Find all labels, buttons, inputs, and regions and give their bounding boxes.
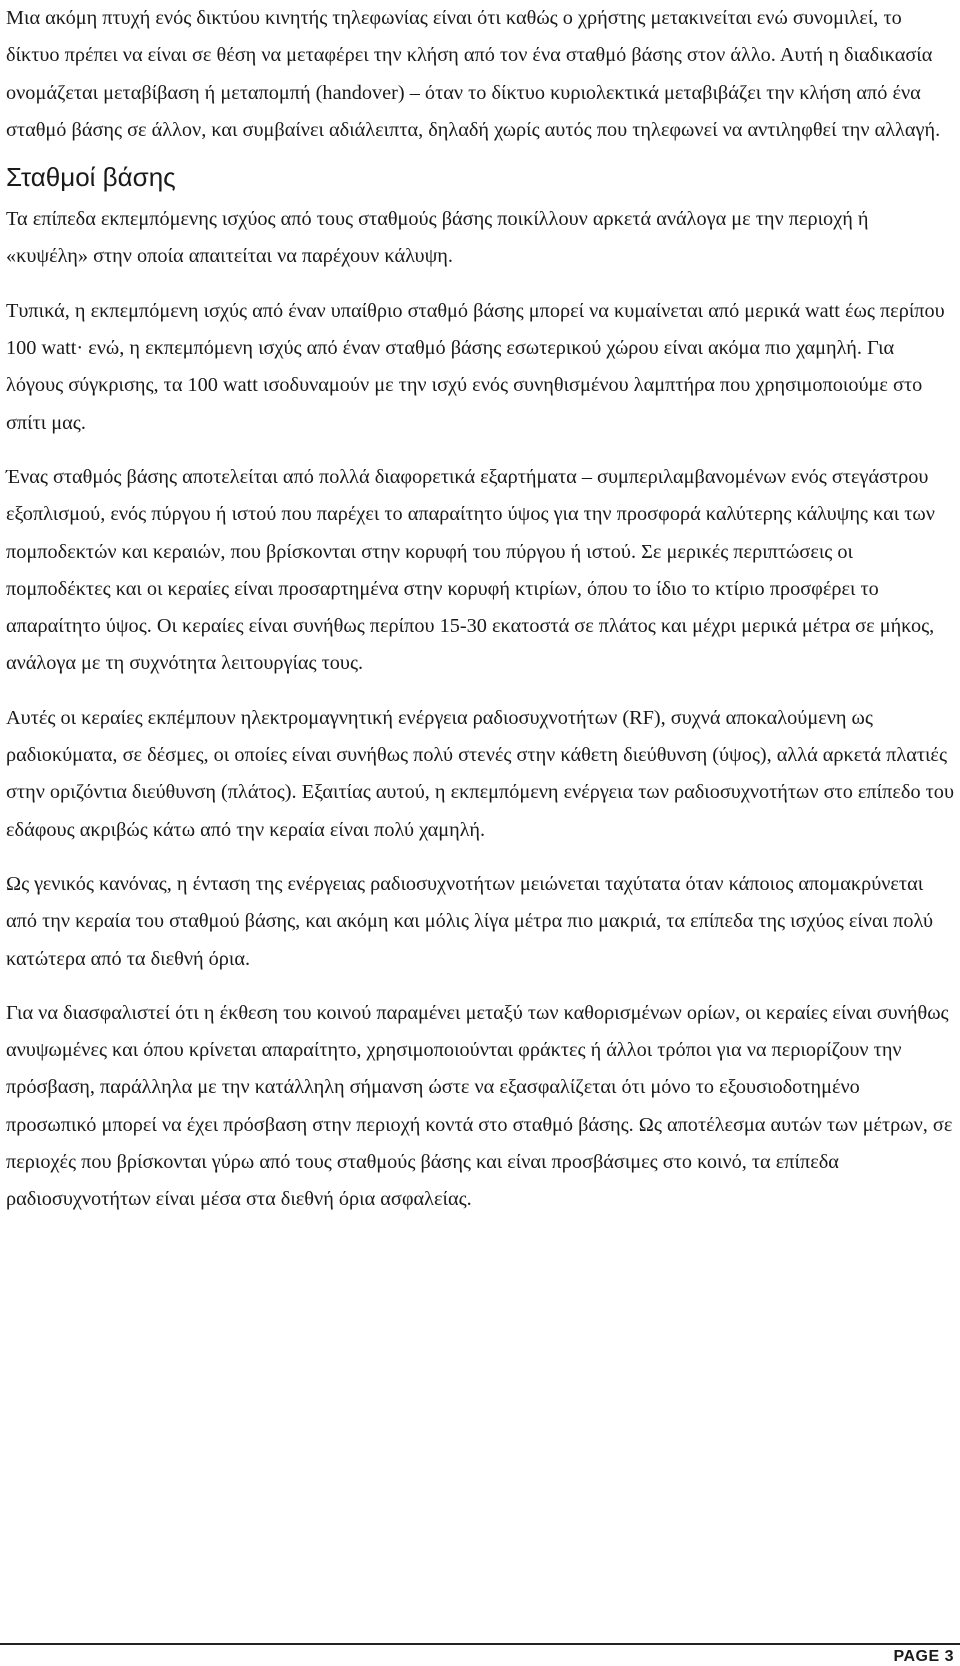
document-body [6,0,954,1219]
intro-paragraph: Μια ακόμη πτυχή ενός δικτύου κινητής τηλεφωνίας είναι ότι καθώς ο χρήστης μετακινείται ενώ συνομιλεί, το δίκτυο πρέπει να είναι σε θέση να μεταφέρει την κλήση από τον ένα σταθμό βάσης στον άλλο. Αυτή η διαδικασία ονομάζεται μεταβίβαση ή μεταπομπή (handover) – όταν το δίκτυο κυριολεκτικά μεταβιβάζει την κλήση από ένα σταθμό βάσης σε άλλον, και συμβαίνει αδιάλειπτα, δηλαδή χωρίς αυτός που τηλεφωνεί να αντιληφθεί την αλλαγή. [6,7,941,141]
paragraph: Αυτές οι κεραίες εκπέμπουν ηλεκτρομαγνητική ενέργεια ραδιοσυχνοτήτων (RF), συχνά αποκαλούμενη ως ραδιοκύματα, σε δέσμες, οι οποίες είναι συνήθως πολύ στενές στην κάθετη διεύθυνση (ύψος), αλλά αρκετά πλατιές στην οριζόντια διεύθυνση (πλάτος). Εξαιτίας αυτού, η εκπεμπόμενη ενέργεια των ραδιοσυχνοτήτων στο επίπεδο του εδάφους ακριβώς κάτω από την κεραία είναι πολύ χαμηλή. [6,706,954,841]
paragraph: Ένας σταθμός βάσης αποτελείται από πολλά διαφορετικά εξαρτήματα – συμπεριλαμβανομένων ενός στεγάστρου εξοπλισμού, ενός πύργου ή ιστού που παρέχει το απαραίτητο ύψος για την προσφορά καλύτερης κάλυψης και των πομποδεκτών και κεραιών, που βρίσκονται στην κορυφή του πύργου ή ιστού. Σε μερικές περιπτώσεις οι πομποδέκτες και οι κεραίες είναι προσαρτημένα στην κορυφή κτιρίων, όπου το ίδιο το κτίριο προσφέρει το απαραίτητο ύψος. Οι κεραίες είναι συνήθως περίπου 15-30 εκατοστά σε πλάτος και μέχρι μερικά μέτρα σε μήκος, ανάλογα με τη συχνότητα λειτουργίας τους. [6,465,935,675]
section-heading: Σταθμοί βάσης [6,162,176,193]
footer-divider [0,1643,960,1645]
page-number: PAGE 3 [893,1648,954,1665]
paragraph: Τυπικά, η εκπεμπόμενη ισχύς από έναν υπαίθριο σταθμό βάσης μπορεί να κυμαίνεται από μερικά watt έως περίπου 100 watt· ενώ, η εκπεμπόμενη ισχύς από έναν σταθμό βάσης εσωτερικού χώρου είναι ακόμα πιο χαμηλή. Για λόγους σύγκρισης, τα 100 watt ισοδυναμούν με την ισχύ ενός συνηθισμένου λαμπτήρα που χρησιμοποιούμε στο σπίτι μας. [6,299,945,434]
paragraph: Ως γενικός κανόνας, η ένταση της ενέργειας ραδιοσυχνοτήτων μειώνεται ταχύτατα όταν κάποιος απομακρύνεται από την κεραία του σταθμού βάσης, και ακόμη και μόλις λίγα μέτρα πιο μακριά, τα επίπεδα της ισχύος είναι πολύ κατώτερα από τα διεθνή όρια. [6,872,934,970]
paragraph: Τα επίπεδα εκπεμπόμενης ισχύος από τους σταθμούς βάσης ποικίλλουν αρκετά ανάλογα με την περιοχή ή «κυψέλη» στην οποία απαιτείται να παρέχουν κάλυψη. [6,208,869,268]
paragraph: Για να διασφαλιστεί ότι η έκθεση του κοινού παραμένει μεταξύ των καθορισμένων ορίων, οι κεραίες είναι συνήθως ανυψωμένες και όπου κρίνεται απαραίτητο, χρησιμοποιούνται φράκτες ή άλλοι τρόποι για να περιορίζουν την πρόσβαση, παράλληλα με την κατάλληλη σήμανση ώστε να εξασφαλίζεται ότι μόνο το εξουσιοδοτημένο προσωπικό μπορεί να έχει πρόσβαση στην περιοχή κοντά στο σταθμό βάσης. Ως αποτέλεσμα αυτών των μέτρων, σε περιοχές που βρίσκονται γύρω από τους σταθμούς βάσης και είναι προσβάσιμες στο κοινό, τα επίπεδα ραδιοσυχνοτήτων είναι μέσα στα διεθνή όρια ασφαλείας. [6,1001,953,1211]
